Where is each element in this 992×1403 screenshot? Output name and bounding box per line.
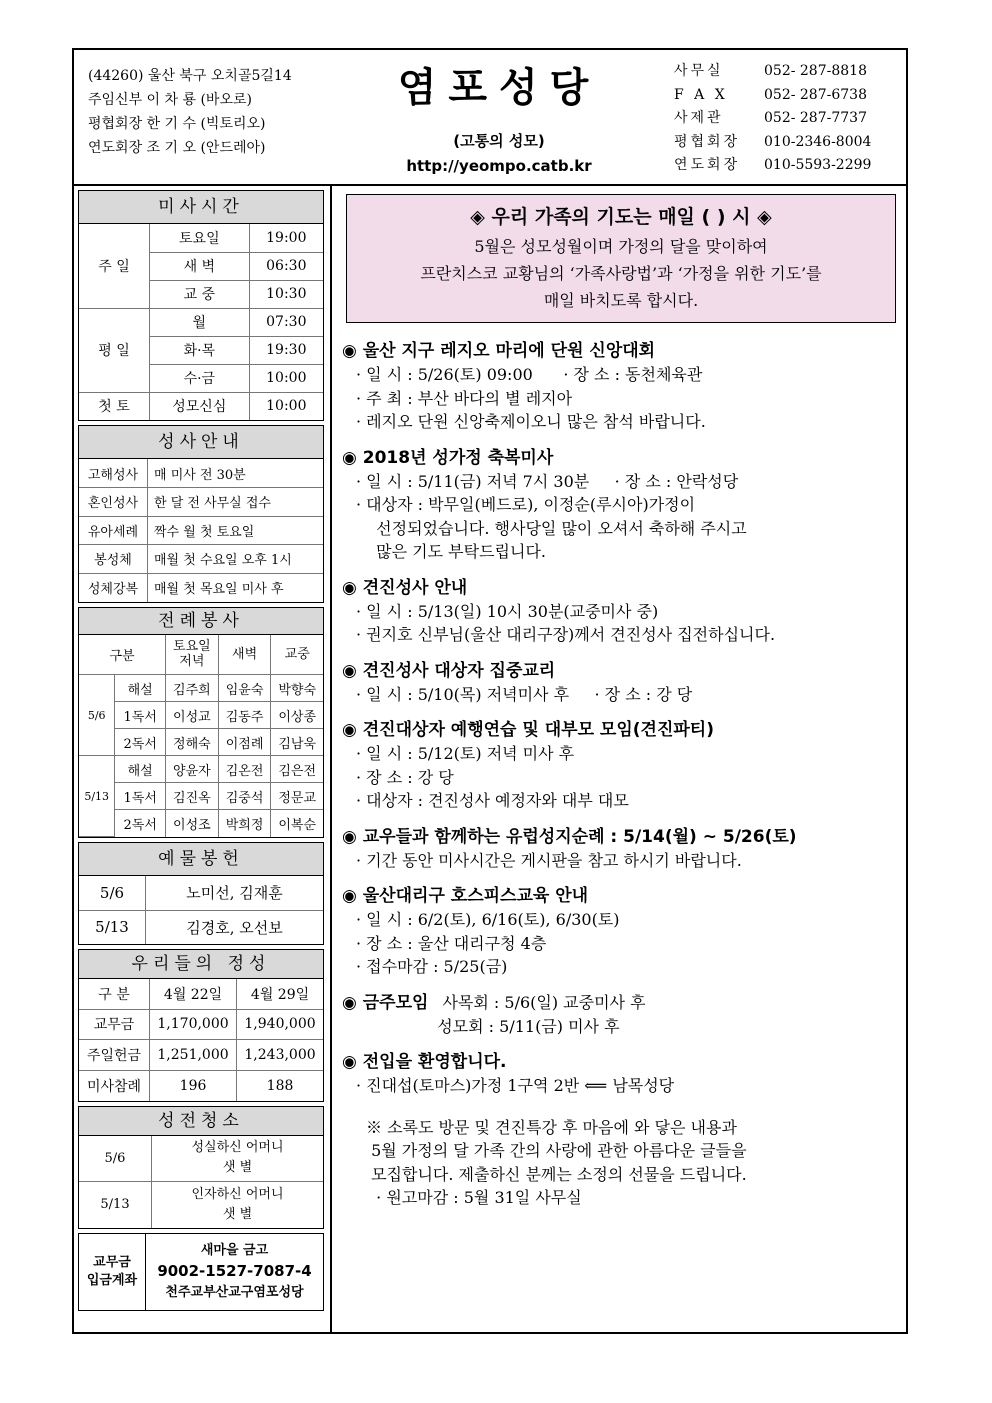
cleaning-line: 인자하신 어머니 (191, 1186, 284, 1202)
notice-line: 프란치스코 교황님의 ‘가족사랑법’과 ‘가정을 위한 기도’를 (420, 264, 822, 283)
table-header (79, 635, 323, 675)
announcement-title (342, 659, 904, 683)
mass-day: 새 벽 (150, 252, 250, 280)
announcement-line: 선정되었습니다. 행사당일 많이 오셔서 축하해 주시고 (366, 518, 747, 538)
announcement (342, 446, 904, 564)
column-divider (330, 184, 332, 1332)
account-label-2: 입금계좌 (86, 1272, 138, 1288)
liturgy-person: 이복순 (271, 810, 323, 837)
announcement-title (342, 825, 904, 849)
liturgy-person: 임윤숙 (218, 675, 271, 702)
table-row (79, 675, 323, 702)
announcement-title-text: ◉ 견진대상자 예행연습 및 대부모 모임(견진파티) (342, 720, 714, 740)
liturgy-person: 김은전 (271, 756, 323, 783)
account-label-1: 교무금 (93, 1254, 131, 1270)
liturgy-role: 1독서 (115, 702, 166, 729)
announcement-line: · 기간 동안 미사시간은 게시판을 참고 하시기 바랍니다. (356, 850, 742, 870)
liturgy-role: 해설 (115, 675, 166, 702)
offering-title: 예물봉헌 (79, 843, 323, 876)
announcement-title-text: ◉ 금주모임 (342, 992, 429, 1013)
first-sat-label: 첫 토 (79, 392, 150, 420)
table-row (79, 1040, 323, 1071)
footer-note-line: ※ 소록도 방문 및 견진특강 후 마음에 와 닿은 내용과 (366, 1117, 737, 1137)
announcement-line: · 장 소 : 강 당 (356, 767, 454, 787)
liturgy-role: 1독서 (115, 783, 166, 810)
elder-head: 연도회장 조 기 오 (안드레아) (88, 140, 266, 156)
contact-label: 평협회장 (674, 133, 741, 150)
sacraments-box (78, 425, 324, 603)
cleaning-line: 성실하신 어머니 (191, 1140, 284, 1156)
liturgy-title: 전례봉사 (79, 608, 323, 635)
finances-table (79, 979, 323, 1101)
address: (44260) 울산 북구 오치골5길14 (88, 68, 292, 84)
table-row (79, 910, 323, 944)
announcement-line: 많은 기도 부탁드립니다. (366, 542, 546, 561)
announcement (342, 659, 904, 707)
col-header: 구분 (79, 635, 166, 675)
sacrament-name: 유아세례 (79, 516, 148, 545)
table-row (79, 729, 323, 756)
cleaning-group (152, 1136, 324, 1182)
liturgy-person: 김중석 (218, 783, 271, 810)
announcement-title-text: ◉ 전입을 환영합니다. (342, 1052, 507, 1072)
table-header (79, 979, 323, 1009)
mass-time: 10:00 (249, 364, 323, 392)
footer-note-line: 모집합니다. 제출하신 분께는 소정의 선물을 드립니다. (366, 1164, 747, 1184)
sacrament-name: 봉성체 (79, 545, 148, 574)
cleaning-line: 샛 별 (222, 1206, 253, 1222)
announcement-title (342, 718, 904, 742)
announcement-line: · 대상자 : 박무일(베드로), 이정순(루시아)가정이 (356, 495, 696, 514)
church-title: 염포성당 (397, 65, 601, 111)
announcement-title (342, 446, 904, 470)
finance-value: 1,940,000 (237, 1009, 323, 1040)
cleaning-line: 샛 별 (222, 1160, 253, 1176)
mass-time: 19:00 (249, 224, 323, 252)
announcement-line: · 진대섭(토마스)가정 1구역 2반 ⟸ 남목성당 (356, 1076, 675, 1095)
family-prayer-notice (346, 194, 896, 323)
announcement-line: · 일 시 : 5/26(토) 09:00 · 장 소 : 동천체육관 (356, 365, 703, 384)
announcement-line: · 일 시 : 5/11(금) 저녁 7시 30분 · 장 소 : 안락성당 (356, 471, 739, 491)
liturgy-person: 김동주 (218, 702, 271, 729)
sacraments-table (79, 459, 323, 602)
finances-title: 우리들의 정성 (79, 950, 323, 979)
table-row (79, 1182, 323, 1228)
announcement-title-text: ◉ 2018년 성가정 축복미사 (342, 447, 554, 468)
council-head: 평협회장 한 기 수 (빅토리오) (88, 116, 266, 132)
account-bank: 새마을 금고 (200, 1243, 269, 1258)
contact-value: 010-5593-2299 (764, 157, 872, 173)
contact-label: F A X (674, 86, 728, 103)
announcement (342, 339, 904, 434)
liturgy-person: 정해숙 (166, 729, 219, 756)
mass-day: 토요일 (150, 224, 250, 252)
announcement (342, 825, 904, 873)
liturgy-person: 박희정 (218, 810, 271, 837)
mass-times-box (78, 190, 324, 421)
table-row (79, 756, 323, 783)
church-url[interactable]: http://yeompo.catb.kr (406, 157, 592, 175)
announcement-title (342, 1050, 904, 1074)
sacrament-info: 매 미사 전 30분 (148, 459, 324, 488)
contact-row (674, 131, 871, 155)
header (74, 50, 906, 186)
contact-row (674, 107, 871, 131)
announcement-title-text: ◉ 울산대리구 호스피스교육 안내 (342, 886, 589, 906)
account-details (146, 1234, 323, 1310)
contact-row (674, 84, 871, 108)
sacrament-info: 매월 첫 수요일 오후 1시 (148, 545, 324, 574)
announcement-title-text: ◉ 견진성사 안내 (342, 577, 468, 598)
sacrament-info: 짝수 월 첫 토요일 (148, 516, 324, 545)
col-header: 토요일 저녁 (166, 635, 219, 675)
announcements (338, 339, 904, 1098)
contact-value: 052- 287-6738 (764, 86, 867, 103)
contact-label: 사무실 (674, 63, 724, 79)
announcement-title (342, 339, 904, 363)
liturgy-person: 이성조 (166, 810, 219, 837)
weekday-label: 평 일 (79, 308, 150, 392)
liturgy-role: 2독서 (115, 729, 166, 756)
announcement-title (342, 884, 904, 908)
cleaning-title: 성전청소 (79, 1107, 323, 1136)
mass-day: 화·목 (150, 336, 250, 364)
offering-names: 노미선, 김재훈 (146, 876, 324, 910)
notice-line: 5월은 성모성월이며 가정의 달을 맞이하여 (474, 237, 768, 256)
footer-note (338, 1116, 904, 1210)
col-header: 4월 22일 (150, 979, 237, 1009)
announcement-line: · 주 최 : 부산 바다의 별 레지아 (356, 388, 573, 408)
table-row (79, 876, 323, 910)
mass-time: 06:30 (249, 252, 323, 280)
table-row (79, 702, 323, 729)
sacrament-info: 한 달 전 사무실 접수 (148, 488, 324, 517)
liturgy-person: 정문교 (271, 783, 323, 810)
cleaning-table (79, 1136, 323, 1228)
announcement-title (342, 991, 904, 1015)
notice-title: ◈ 우리 가족의 기도는 매일 ( ) 시 ◈ (470, 206, 772, 228)
mass-time: 19:30 (249, 336, 323, 364)
footer-note-line: · 원고마감 : 5월 31일 사무실 (366, 1188, 582, 1207)
offering-table (79, 876, 323, 944)
announcement (342, 884, 904, 979)
header-info (88, 64, 292, 160)
account-number: 9002-1527-7087-4 (157, 1262, 312, 1280)
cleaning-group (152, 1182, 324, 1228)
table-row (79, 459, 323, 488)
contact-value: 010-2346-8004 (764, 133, 872, 150)
cleaning-box (78, 1106, 324, 1229)
liturgy-person: 김온전 (218, 756, 271, 783)
announcement-line: · 일 시 : 6/2(토), 6/16(토), 6/30(토) (356, 910, 620, 929)
table-row (79, 783, 323, 810)
liturgy-role: 해설 (115, 756, 166, 783)
mass-times-title: 미사시간 (79, 191, 323, 224)
finance-item: 미사참례 (79, 1070, 150, 1101)
finances-box (78, 949, 324, 1102)
liturgy-person: 이상종 (271, 702, 323, 729)
liturgy-person: 김남욱 (271, 729, 323, 756)
offering-names: 김경호, 오선보 (146, 910, 324, 944)
liturgy-person: 이점례 (218, 729, 271, 756)
offering-date: 5/13 (79, 910, 146, 944)
table-row (79, 1136, 323, 1182)
liturgy-box (78, 607, 324, 839)
table-row (79, 1009, 323, 1040)
finance-item: 교무금 (79, 1009, 150, 1040)
bulletin-frame (72, 48, 908, 1334)
sacraments-title: 성사안내 (79, 426, 323, 459)
finance-item: 주일헌금 (79, 1040, 150, 1071)
announcement-line: · 일 시 : 5/13(일) 10시 30분(교중미사 중) (356, 601, 659, 621)
mass-times-table (79, 224, 323, 420)
mass-day: 월 (150, 308, 250, 336)
table-row (79, 488, 323, 517)
priest: 주임신부 이 차 룡 (바오로) (88, 92, 252, 108)
table-row (79, 810, 323, 837)
announcement-title-text: ◉ 교우들과 함께하는 유럽성지순례 : 5/14(월) ~ 5/26(토) (342, 826, 797, 847)
announcement-inline: 사목회 : 5/6(일) 교중미사 후 (442, 992, 646, 1012)
account-label (79, 1234, 146, 1310)
account-holder: 천주교부산교구염포성당 (165, 1285, 304, 1300)
contact-value: 052- 287-7737 (764, 110, 867, 126)
announcement-line: · 대상자 : 견진성사 예정자와 대부 대모 (356, 791, 629, 810)
announcement-line: · 레지오 단원 신앙축제이오니 많은 참석 바랍니다. (356, 412, 706, 431)
announcement-line: · 권지호 신부님(울산 대리구장)께서 견진성사 집전하십니다. (356, 625, 776, 644)
col-header: 새벽 (218, 635, 271, 675)
church-subtitle: (고통의 성모) (453, 132, 545, 150)
finance-value: 1,251,000 (150, 1040, 237, 1071)
announcement-line: · 장 소 : 울산 대리구청 4층 (356, 933, 547, 953)
announcement-title-text: ◉ 울산 지구 레지오 마리에 단원 신앙대회 (342, 341, 656, 361)
liturgy-person: 박향숙 (271, 675, 323, 702)
contact-row (674, 154, 871, 178)
cleaning-date: 5/13 (79, 1182, 152, 1228)
sacrament-name: 고해성사 (79, 459, 148, 488)
sunday-label: 주 일 (79, 224, 150, 308)
liturgy-person: 김진옥 (166, 783, 219, 810)
announcement-line: 성모회 : 5/11(금) 미사 후 (366, 1016, 620, 1036)
mass-time: 10:30 (249, 280, 323, 308)
finance-value: 1,170,000 (150, 1009, 237, 1040)
liturgy-person: 양윤자 (166, 756, 219, 783)
mass-day: 성모신심 (150, 392, 250, 420)
finance-value: 188 (237, 1070, 323, 1101)
title-block (374, 60, 624, 175)
mass-day: 교 중 (150, 280, 250, 308)
mass-time: 10:00 (249, 392, 323, 420)
liturgy-date: 5/6 (79, 675, 115, 756)
mass-day: 수·금 (150, 364, 250, 392)
cleaning-date: 5/6 (79, 1136, 152, 1182)
liturgy-table (79, 635, 323, 838)
offering-date: 5/6 (79, 876, 146, 910)
notice-line: 매일 바치도록 합시다. (543, 291, 699, 310)
liturgy-date: 5/13 (79, 756, 115, 837)
table-row (79, 545, 323, 574)
announcement (342, 1050, 904, 1098)
mass-time: 07:30 (249, 308, 323, 336)
col-header: 구 분 (79, 979, 150, 1009)
announcement (342, 991, 904, 1039)
offering-box (78, 842, 324, 945)
liturgy-person: 이성교 (166, 702, 219, 729)
right-column (338, 194, 904, 1210)
col-header: 교중 (271, 635, 323, 675)
contacts (674, 60, 871, 178)
announcement (342, 718, 904, 813)
table-row (79, 516, 323, 545)
footer-note-line: 5월 가정의 달 가족 간의 사랑에 관한 아름다운 글들을 (366, 1141, 747, 1160)
table-row (79, 1070, 323, 1101)
announcement-line: · 접수마감 : 5/25(금) (356, 957, 508, 976)
sacrament-name: 성체강복 (79, 573, 148, 602)
contact-label: 연도회장 (674, 157, 741, 173)
liturgy-person: 김주희 (166, 675, 219, 702)
announcement-title-text: ◉ 견진성사 대상자 집중교리 (342, 660, 556, 681)
announcement-line: · 일 시 : 5/12(토) 저녁 미사 후 (356, 744, 575, 763)
announcement-title (342, 576, 904, 600)
contact-label: 사제관 (674, 110, 724, 126)
sacrament-info: 매월 첫 목요일 미사 후 (148, 573, 324, 602)
account-box (78, 1233, 324, 1311)
contact-value: 052- 287-8818 (764, 63, 867, 79)
contact-row (674, 60, 871, 84)
announcement-line: · 일 시 : 5/10(목) 저녁미사 후 · 장 소 : 강 당 (356, 684, 693, 704)
table-row (79, 573, 323, 602)
announcement (342, 576, 904, 647)
finance-value: 1,243,000 (237, 1040, 323, 1071)
liturgy-role: 2독서 (115, 810, 166, 837)
col-header: 4월 29일 (237, 979, 323, 1009)
finance-value: 196 (150, 1070, 237, 1101)
sacrament-name: 혼인성사 (79, 488, 148, 517)
left-column (78, 190, 324, 1315)
